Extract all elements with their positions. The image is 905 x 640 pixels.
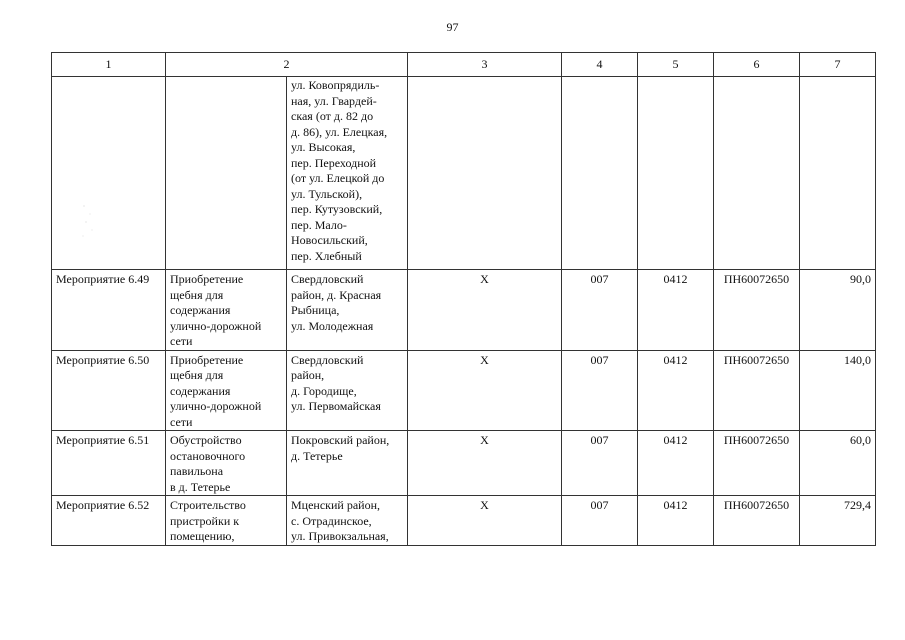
col6-cell: ПН60072650 (714, 270, 800, 351)
event-label: Мероприятие 6.52 (56, 498, 150, 512)
description-cell (166, 350, 287, 431)
event-cell (52, 496, 166, 546)
location-text: Мценский район, с. Отрадинское, ул. Привокзальная, (291, 498, 389, 543)
header-col-6: 6 (714, 53, 800, 77)
location-text: Свердловский район, д. Красная Рыбница, ул. Молодежная (291, 272, 382, 333)
col6-cell: ПН60072650 (714, 431, 800, 496)
col3-cell: X (408, 431, 562, 496)
page-number: 97 (446, 20, 459, 34)
col7-cell: 140,0 (800, 350, 876, 431)
col3-cell: X (408, 350, 562, 431)
col7-cell: 60,0 (800, 431, 876, 496)
header-col-4: 4 (562, 53, 638, 77)
location-cell (287, 431, 408, 496)
col3-cell (408, 77, 562, 270)
col4-cell: 007 (562, 270, 638, 351)
description-text: Приобретение щебня для содержания улично-дорожной сети (170, 272, 262, 348)
event-cell (52, 350, 166, 431)
col7-cell: 729,4 (800, 496, 876, 546)
location-text: Покровский район, д. Тетерье (291, 433, 390, 463)
location-cell (287, 496, 408, 546)
event-cell (52, 77, 166, 270)
table-row (52, 431, 876, 496)
event-label: Мероприятие 6.49 (56, 272, 150, 286)
location-cell (287, 77, 408, 270)
col3-cell: X (408, 270, 562, 351)
description-cell (166, 77, 287, 270)
header-col-2: 2 (166, 53, 408, 77)
event-label: Мероприятие 6.50 (56, 352, 150, 367)
description-text: Обустройство остановочного павильона в д. Тетерье (170, 433, 246, 494)
description-cell (166, 496, 287, 546)
col5-cell: 0412 (638, 350, 714, 431)
header-col-1: 1 (52, 53, 166, 77)
location-cell (287, 270, 408, 351)
event-cell (52, 270, 166, 351)
header-col-5: 5 (638, 53, 714, 77)
event-label: Мероприятие 6.51 (56, 433, 150, 447)
location-text: ул. Ковопрядиль- ная, ул. Гвардей- ская (от д. 82 до д. 86), ул. Елецкая, ул. Высокая, пер. Переходной (от ул. Елецкой до ул. Тульской), пер. Кутузовский, пер. Мало- Новосильский, пер. Хлебный (291, 78, 388, 263)
col5-cell: 0412 (638, 496, 714, 546)
col4-cell (562, 77, 638, 270)
header-col-3: 3 (408, 53, 562, 77)
table-row (52, 496, 876, 546)
description-text: Приобретение щебня для содержания улично-дорожной сети (170, 352, 262, 429)
event-cell (52, 431, 166, 496)
col7-cell: 90,0 (800, 270, 876, 351)
col5-cell: 0412 (638, 270, 714, 351)
table-row (52, 270, 876, 351)
location-text: Свердловский район, д. Городище, ул. Первомайская (291, 352, 381, 413)
col4-cell: 007 (562, 350, 638, 431)
table-row (52, 77, 876, 270)
col6-cell: ПН60072650 (714, 350, 800, 431)
table-row (52, 350, 876, 431)
col6-cell: ПН60072650 (714, 496, 800, 546)
location-cell (287, 350, 408, 431)
col3-cell: X (408, 496, 562, 546)
header-row (52, 53, 876, 77)
col4-cell: 007 (562, 496, 638, 546)
description-cell (166, 270, 287, 351)
description-text: Строительство пристройки к помещению, (170, 498, 246, 543)
col5-cell: 0412 (638, 431, 714, 496)
description-cell (166, 431, 287, 496)
scan-noise-decoration (80, 200, 100, 240)
col6-cell (714, 77, 800, 270)
header-col-7: 7 (800, 53, 876, 77)
col5-cell (638, 77, 714, 270)
budget-table (51, 52, 876, 546)
col4-cell: 007 (562, 431, 638, 496)
col7-cell (800, 77, 876, 270)
